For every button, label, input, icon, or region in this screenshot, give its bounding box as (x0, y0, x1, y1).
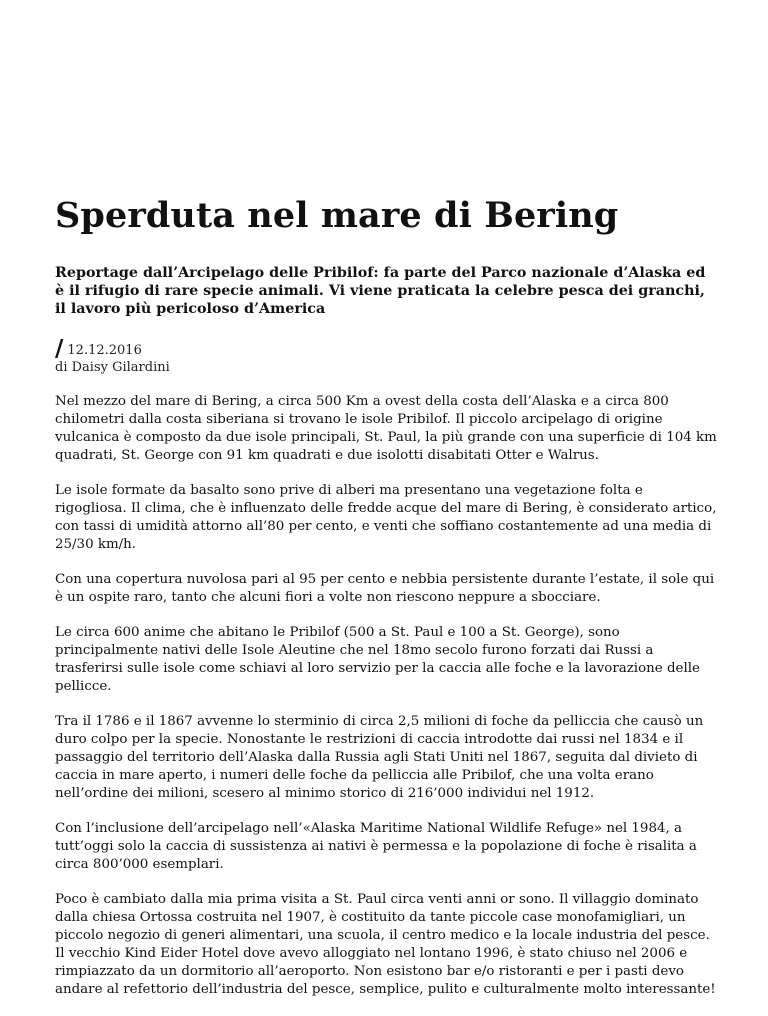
body-paragraph: Tra il 1786 e il 1867 avvenne lo sterminio di circa 2,5 milioni di foche da pelliccia che causò un duro colpo per la specie. Nonostante le restrizioni di caccia introdotte dai russi nel 1834 e il passaggio del territorio dell’Alaska dalla Russia agli Stati Uniti nel 1867, seguita dal divieto di caccia in mare aperto, i numeri delle foche da pelliccia alle Pribilof, che una volta erano nell’ordine dei milioni, scesero al minimo storico di 216’000 individui nel 1912. (55, 714, 704, 801)
article (55, 193, 717, 1016)
body-paragraph: Poco è cambiato dalla mia prima visita a St. Paul circa venti anni or sono. Il villaggio dominato dalla chiesa Ortossa costruita nel 1907, è costituito da tante piccole case monofamigliari, un piccolo negozio di generi alimentari, una scuola, il centro medico e la locale industria del pesce. Il vecchio Kind Eider Hotel dove avevo alloggiato nel lontano 1996, è stato chiuso nel 2006 e rimpiazzato da un dormitorio all’aeroporto. Non esistono bar e/o ristoranti e per i pasti devo andare al refettorio dell’industria del pesce, semplice, pulito e culturalmente molto interessante! (55, 892, 716, 997)
article-title: Sperduta nel mare di Bering (55, 195, 619, 236)
body-paragraph: Le circa 600 anime che abitano le Pribilof (500 a St. Paul e 100 a St. George), sono principalmente nativi delle Isole Aleutine che nel 18mo secolo furono forzati dai Russi a trasferirsi sulle isole come schiavi al loro servizio per la caccia alle foche e la lavorazione delle pellicce. (55, 625, 700, 694)
body-paragraph: Con una copertura nuvolosa pari al 95 per cento e nebbia persistente durante l’estate, il sole qui è un ospite raro, tanto che alcuni fiori a volte non riescono neppure a sbocciare. (55, 572, 715, 605)
article-body (55, 393, 717, 999)
body-paragraph: Con l’inclusione dell’arcipelago nell’«Alaska Maritime National Wildlife Refuge» nel 1984, a tutt’oggi solo la caccia di sussistenza ai nativi è permessa e la popolazione di foche è risalita a circa 800’000 esemplari. (55, 821, 697, 872)
slash-divider: / (55, 336, 64, 362)
article-meta (55, 338, 717, 375)
body-paragraph: Nel mezzo del mare di Bering, a circa 500 Km a ovest della costa dell’Alaska e a circa 800 chilometri dalla costa siberiana si trovano le isole Pribilof. Il piccolo arcipelago di origine vulcanica è composto da due isole principali, St. Paul, la più grande con una superficie di 104 km quadrati, St. George con 91 km quadrati e due isolotti disabitati Otter e Walrus. (55, 394, 717, 463)
publish-date: 12.12.2016 (67, 343, 142, 358)
body-paragraph: Le isole formate da basalto sono prive di alberi ma presentano una vegetazione folta e rigogliosa. Il clima, che è influenzato delle fredde acque del mare di Bering, è considerato artico, con tassi di umidità attorno all’80 per cento, e venti che soffiano costantemente ad una media di 25/30 km/h. (55, 483, 717, 552)
article-subtitle: Reportage dall’Arcipelago delle Pribilof: fa parte del Parco nazionale d’Alaska ed è il rifugio di rare specie animali. Vi viene praticata la celebre pesca dei granchi, il lavoro più pericoloso d’America (55, 265, 706, 317)
author-byline: di Daisy Gilardini (55, 360, 170, 375)
date-line (55, 338, 717, 360)
